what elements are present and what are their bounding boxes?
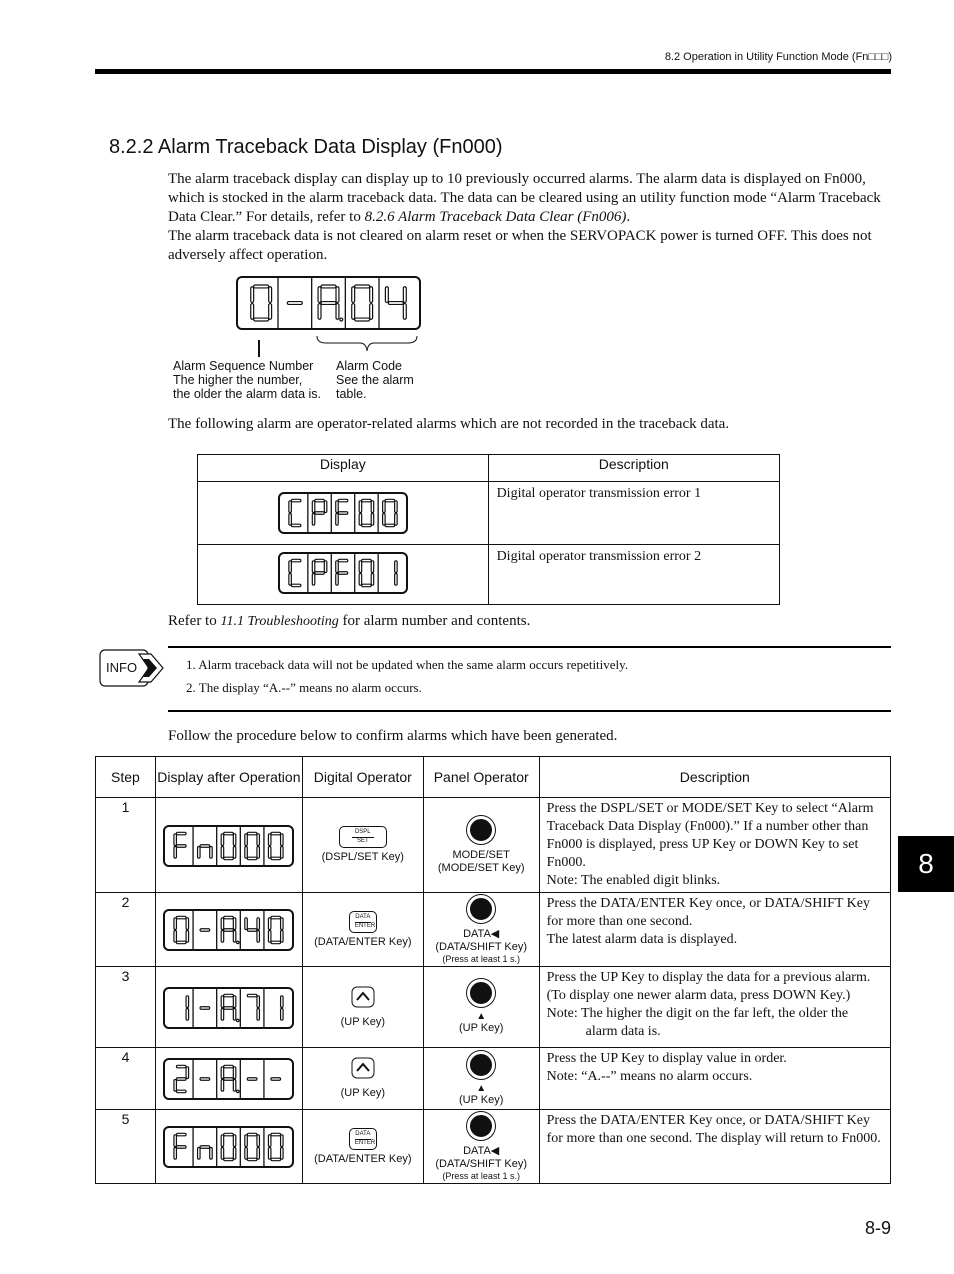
step-description: Press the DSPL/SET or MODE/SET Key to select “Alarm Traceback Data Display (Fn000).” If a number other than Fn000 is displayed, press UP Key or DOWN Key to set Fn000. [546,801,874,870]
seven-seg-readout [165,1128,292,1166]
refer-line [168,612,890,631]
step-description: The latest alarm data is displayed. [546,932,738,947]
panel-operator-cell [423,798,539,893]
column-header-display: Display [198,455,489,482]
column-header-panel-operator: Panel Operator [423,757,539,798]
step-description: Press the UP Key to display the data for a previous alarm. [546,970,871,985]
step-display [163,1126,294,1168]
display-cell [155,893,302,967]
display-cell [155,1110,302,1184]
digital-key-label: (UP Key) [340,1087,386,1099]
panel-operator-cell [423,1048,539,1110]
table-row [96,798,891,893]
dspl-key-icon[interactable] [339,826,387,848]
step-number: 1 [96,798,156,893]
digital-key-label: (DATA/ENTER Key) [314,1152,412,1165]
info-top-rule [168,646,891,648]
description-cell [539,893,890,967]
step-number: 4 [96,1048,156,1110]
digital-operator-cell [302,798,423,893]
digital-operator-cell [302,1048,423,1110]
seven-seg-readout [165,1060,292,1098]
description-cell [539,1110,890,1184]
panel-key-label: DATA◀ [463,928,500,940]
step-note: Note: The enabled digit blinks. [546,873,721,888]
info-bottom-rule [168,710,891,712]
operator-alarms-intro: The following alarm are operator-related alarms which are not recorded in the traceback data. [168,416,730,432]
up-key-icon[interactable] [351,986,375,1008]
caption-line: table. [336,387,367,401]
step-note: Note: “A.--” means no alarm occurs. [546,1069,753,1084]
alarm-code-caption [336,359,414,401]
procedure-rows [96,798,891,1184]
panel-key-label: (DATA/SHIFT Key) [435,1158,528,1170]
troubleshooting-link[interactable]: 11.1 Troubleshooting [220,614,339,629]
description-cell: Digital operator transmission error 1 [488,482,779,545]
cross-reference-link[interactable]: 8.2.6 Alarm Traceback Data Clear (Fn006) [364,209,627,225]
display-cell [198,545,489,605]
chapter-tab[interactable]: 8 [898,836,954,892]
cpf01-display [278,552,408,594]
panel-button-icon[interactable] [467,816,495,844]
key-legend: DSPL [354,829,371,835]
panel-operator-cell [423,967,539,1048]
table-row [96,967,891,1048]
caption-line: Alarm Code [336,359,402,373]
refer-suffix: for alarm number and contents. [338,613,531,629]
panel-button-icon[interactable] [467,979,495,1007]
panel-button-icon[interactable] [467,895,495,923]
caption-line: the older the alarm data is. [173,387,321,401]
running-header: 8.2 Operation in Utility Function Mode (Fn□□□) [664,51,892,63]
panel-key-label: (UP Key) [458,1093,504,1106]
intro-paragraph-2: The alarm traceback data is not cleared on alarm reset or when the SERVOPACK power is turned OFF. This does not adversely affect operation. [168,228,872,263]
step-number: 3 [96,967,156,1048]
description-cell: Digital operator transmission error 2 [488,545,779,605]
table-row [96,1110,891,1184]
panel-key-label: (MODE/SET Key) [437,861,525,874]
panel-key-label: (DATA/SHIFT Key) [435,941,528,953]
intro-text-end: . [626,209,631,225]
digital-operator-cell [302,1110,423,1184]
alarm-display-diagram [236,276,421,330]
seven-seg-readout [165,989,292,1027]
seven-seg-readout [238,278,419,328]
display-cell [155,967,302,1048]
operator-alarm-table [197,454,780,605]
table-row [198,482,780,545]
step-number: 2 [96,893,156,967]
column-header-description: Description [488,455,779,482]
step-description: Press the DATA/ENTER Key once, or DATA/SHIFT Key for more than one second. [546,896,870,929]
intro-paragraph-1 [168,170,890,227]
column-header-step: Step [96,757,156,798]
panel-operator-cell [423,893,539,967]
display-cell [155,1048,302,1110]
step-display [163,1058,294,1100]
panel-key-note: (Press at least 1 s.) [442,954,520,964]
step-description: Press the DATA/ENTER Key once, or DATA/SHIFT Key for more than one second. The display will return to Fn000. [546,1113,881,1146]
info-label: INFO [106,660,138,675]
key-legend: ENTER [354,922,376,929]
panel-button-icon[interactable] [467,1051,495,1079]
panel-key-label: DATA◀ [463,1145,500,1157]
step-display [163,987,294,1029]
caption-line: The higher the number, [173,373,303,387]
up-arrow-icon: ▲ [476,1011,487,1022]
digital-key-label: (UP Key) [340,1015,386,1028]
column-header-digital-operator: Digital Operator [302,757,423,798]
page-number: 8-9 [864,1218,891,1238]
procedure-intro: Follow the procedure below to confirm alarms which have been generated. [168,728,618,744]
step-display [163,909,294,951]
step-note: Note: The higher the digit on the far left, the older the alarm data is. [546,1006,849,1039]
key-legend: SET [352,837,374,845]
digital-key-label: (DATA/ENTER Key) [314,935,412,948]
table-row [96,1048,891,1110]
intro-text: The alarm traceback display can display up to 10 previously occurred alarms. The alarm data is displayed on Fn000, which is stocked in the alarm traceback data. The data can be cleared using an utility function mode “Alarm Traceback Data Clear.” For details, refer to [168,171,881,225]
description-cell [539,798,890,893]
display-cell [155,798,302,893]
info-item: 2. The display “A.--” means no alarm occurs. [186,680,422,695]
data-key-icon[interactable] [349,1128,377,1150]
key-legend: ENTER [354,1139,376,1146]
alarm-code-brace [316,335,418,353]
seven-seg-readout [165,827,292,865]
step-display [163,825,294,867]
key-legend: DATA [355,1130,371,1137]
header-rule [95,69,891,74]
column-header-display: Display after Operation [155,757,302,798]
digital-key-label: (DSPL/SET Key) [321,851,404,863]
seven-seg-readout [165,911,292,949]
section-title: 8.2.2 Alarm Traceback Data Display (Fn000) [109,136,503,158]
description-cell [539,967,890,1048]
cpf00-display [278,492,408,534]
panel-key-label: (UP Key) [458,1022,504,1034]
sequence-caption [173,359,321,401]
panel-key-label: MODE/SET [452,848,510,861]
up-arrow-icon: ▲ [476,1082,487,1094]
procedure-table [95,756,891,1184]
seven-seg-readout [280,554,406,592]
table-row [96,893,891,967]
description-cell [539,1048,890,1110]
panel-operator-cell [423,1110,539,1184]
step-number: 5 [96,1110,156,1184]
step-description: Press the UP Key to display value in order. [546,1051,787,1066]
digital-operator-cell [302,967,423,1048]
column-header-description: Description [539,757,890,798]
up-key-icon[interactable] [351,1057,375,1079]
info-item: 1. Alarm traceback data will not be updated when the same alarm occurs repetitively. [186,657,629,672]
panel-button-icon[interactable] [467,1112,495,1140]
sequence-pointer-line [258,340,260,357]
step-description: (To display one newer alarm data, press DOWN Key.) [546,988,851,1003]
panel-key-note: (Press at least 1 s.) [442,1171,520,1181]
digital-operator-cell [302,893,423,967]
caption-line: Alarm Sequence Number [173,359,314,373]
key-legend: DATA [355,913,371,920]
display-cell [198,482,489,545]
caption-line: See the alarm [336,373,414,387]
table-row [198,545,780,605]
data-key-icon[interactable] [349,911,377,933]
refer-prefix: Refer to [168,613,221,629]
seven-seg-readout [280,494,406,532]
